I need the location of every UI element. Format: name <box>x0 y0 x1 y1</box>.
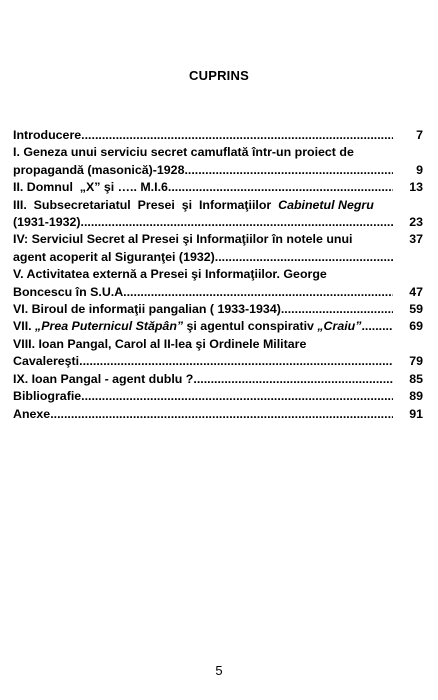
toc-leader-dots <box>50 406 393 423</box>
toc-leader-dots <box>281 301 393 318</box>
page-number: 5 <box>215 663 223 678</box>
toc-page-number: 13 <box>409 180 423 195</box>
toc-leader-dots <box>193 371 393 388</box>
toc-entry-anexe[interactable] <box>13 406 423 423</box>
toc-entry-title: VIII. Ioan Pangal, Carol al II-lea şi Ordinele Militare <box>13 336 307 351</box>
toc-leader-dots <box>81 388 393 405</box>
toc-page-number: 37 <box>409 232 423 247</box>
toc-entry-subsecretariatul[interactable] <box>13 197 423 232</box>
toc-page-number: 85 <box>409 371 423 386</box>
toc-entry-title-italic: „Craiu” <box>317 319 362 334</box>
toc-entry-title-continued: (1931-1932) <box>13 215 81 230</box>
toc-page-number: 79 <box>409 354 423 369</box>
toc-page-number: 91 <box>409 406 423 421</box>
toc-entry-activitatea-externa[interactable] <box>13 266 423 301</box>
toc-entry-title: II. Domnul „X” şi ….. M.I.6 <box>13 180 168 195</box>
toc-leader-dots <box>81 214 393 231</box>
toc-leader-dots <box>123 284 393 301</box>
toc-entry-ioan-pangal-carol[interactable] <box>13 336 423 371</box>
toc-entry-title: şi agentul conspirativ <box>183 319 318 334</box>
table-of-contents <box>13 127 423 423</box>
toc-entry-agent-dublu[interactable] <box>13 371 423 388</box>
toc-leader-dots <box>215 249 393 266</box>
toc-page-number: 9 <box>416 162 423 177</box>
page-title: CUPRINS <box>189 68 249 83</box>
toc-entry-title: IX. Ioan Pangal - agent dublu ? <box>13 371 194 386</box>
toc-page-number: 7 <box>416 128 423 142</box>
toc-page-number: 69 <box>409 319 423 334</box>
toc-entry-title: Bibliografie <box>13 389 82 404</box>
toc-entry-title: Introducere <box>13 128 82 142</box>
toc-leader-dots <box>361 318 393 335</box>
toc-entry-title-italic: „Prea Puternicul Stăpân” <box>35 319 184 334</box>
toc-entry-title: IV: Serviciul Secret al Presei şi Informaţiilor în notele unui <box>13 232 353 247</box>
toc-entry-prea-puternicul[interactable] <box>13 318 423 335</box>
toc-page-number: 89 <box>409 389 423 404</box>
toc-leader-dots <box>79 353 393 370</box>
toc-page-number: 47 <box>409 284 423 299</box>
toc-entry-title-continued: agent acoperit al Siguranţei (1932) <box>13 249 215 264</box>
toc-entry-geneza[interactable] <box>13 144 423 179</box>
toc-entry-title: Anexe <box>13 406 51 421</box>
toc-entry-title-continued: Boncescu în S.U.A <box>13 284 124 299</box>
toc-entry-biroul[interactable] <box>13 301 423 318</box>
toc-entry-title: III. Subsecretariatul Presei şi Informaţiilor <box>13 197 279 212</box>
toc-page-number: 59 <box>409 302 423 317</box>
toc-entry-serviciul-secret[interactable] <box>13 231 423 266</box>
toc-entry-title: V. Activitatea externă a Presei şi Informaţiilor. George <box>13 267 327 282</box>
toc-entry-title: VI. Biroul de informaţii pangalian ( 1933-1934) <box>13 302 281 317</box>
toc-entry-title-continued: Cavalereşti <box>13 354 80 369</box>
toc-entry-title-italic: Cabinetul Negru <box>278 197 374 212</box>
toc-entry-title: VII. <box>13 319 36 334</box>
toc-entry-domnul-x[interactable] <box>13 179 423 196</box>
toc-entry-title: I. Geneza unui serviciu secret camuflată într-un proiect de <box>13 145 354 160</box>
toc-entry-introducere[interactable] <box>13 127 423 144</box>
toc-entry-bibliografie[interactable] <box>13 388 423 405</box>
toc-leader-dots <box>81 127 393 144</box>
toc-page-number: 23 <box>409 215 423 230</box>
toc-entry-title-continued: propagandă (masonică)-1928 <box>13 162 185 177</box>
toc-leader-dots <box>168 179 393 196</box>
toc-leader-dots <box>184 162 393 179</box>
